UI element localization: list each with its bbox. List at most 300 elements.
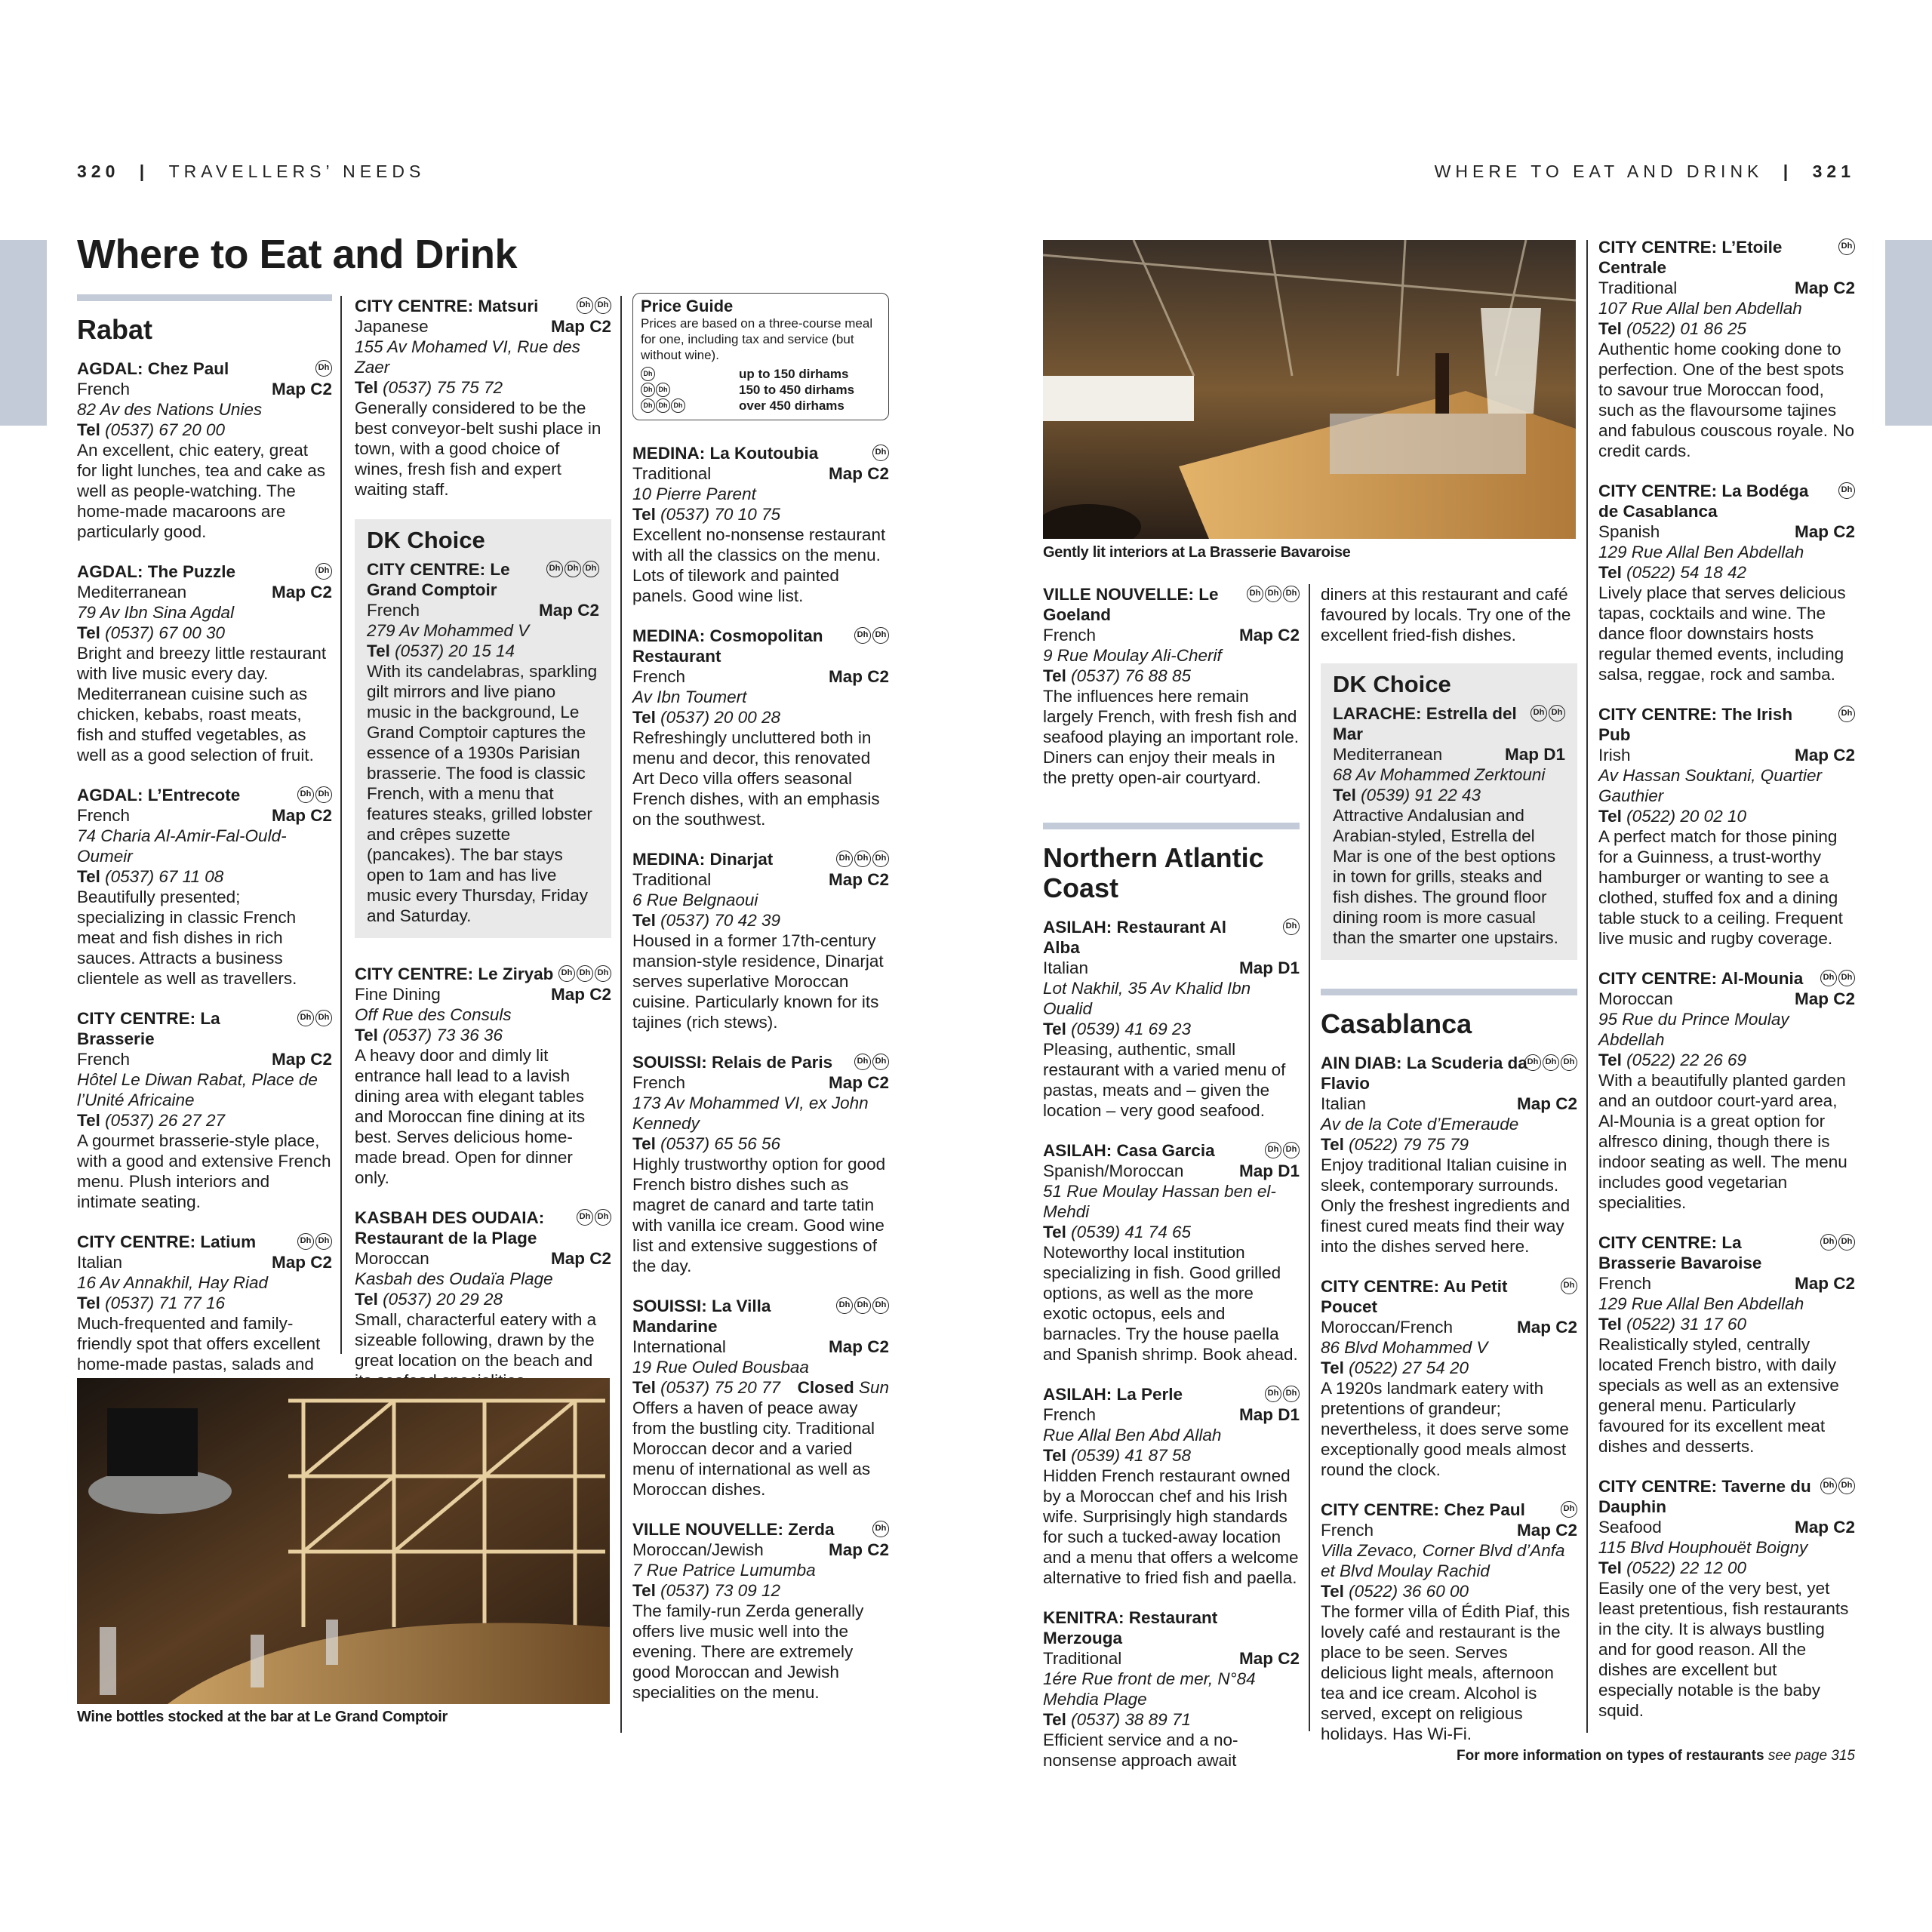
cuisine-type: Moroccan/Jewish	[632, 1540, 764, 1559]
telephone-line	[1043, 1222, 1191, 1242]
footer-note	[1457, 1748, 1855, 1764]
tel-number: (0522) 54 18 42	[1626, 563, 1746, 582]
restaurant-address: 155 Av Mohamed VI, Rue des Zaer	[355, 337, 580, 377]
map-reference: Map C2	[1794, 1274, 1855, 1293]
restaurant-name: CITY CENTRE: Matsuri Dh Dh	[355, 296, 611, 316]
restaurant-name: MEDINA: Cosmopolitan Restaurant Dh Dh	[632, 626, 889, 666]
telephone	[367, 641, 599, 661]
restaurant-name: SOUISSI: La Villa Mandarine Dh Dh Dh	[632, 1296, 889, 1337]
dirham-coin-icon: Dh	[641, 398, 655, 413]
cuisine-row	[355, 316, 611, 337]
restaurant-name: CITY CENTRE: Latium Dh Dh	[77, 1232, 332, 1252]
dirham-coin-icon: Dh	[872, 1054, 889, 1070]
restaurant-description: Noteworthy local institution specializing in fish. Good grilled options, as well as the more exotic octopus, eels and barnacles. Try the house paella and Spanish shrimp. Book ahead.	[1043, 1243, 1298, 1364]
dirham-coin-icon: Dh	[1283, 1142, 1300, 1158]
tel-number: (0537) 73 36 36	[383, 1026, 503, 1044]
restaurant-name: CITY CENTRE: La Bodéga de Casablanca Dh	[1598, 481, 1855, 521]
dirham-coin-icon: Dh	[1838, 1478, 1855, 1494]
left-page-number: 320	[77, 162, 120, 181]
restaurant-address: 115 Blvd Houphouët Boigny	[1598, 1538, 1808, 1557]
tel-label: Tel	[1598, 807, 1622, 826]
right-head-separator: |	[1783, 162, 1793, 181]
restaurant-description: Refreshingly uncluttered both in menu and decor, this renovated Art Deco villa offers seasonal French dishes, with an emphasis on the southwest.	[632, 728, 880, 829]
restaurant-address: Lot Nakhil, 35 Av Khalid Ibn Oualid	[1043, 979, 1251, 1018]
price-rating	[1265, 1142, 1300, 1158]
tel-label: Tel	[632, 505, 656, 524]
restaurant-entry	[77, 1232, 332, 1395]
restaurant-name: AGDAL: L’Entrecote Dh Dh	[77, 785, 332, 805]
column-3	[632, 293, 889, 1722]
dirham-coin-icon: Dh	[1838, 238, 1855, 255]
dirham-coin-icon: Dh	[577, 965, 593, 982]
tel-number: (0537) 75 20 77	[660, 1378, 780, 1397]
telephone	[632, 504, 889, 525]
restaurant-name: CITY CENTRE: Chez Paul Dh	[1321, 1500, 1577, 1520]
map-reference: Map C2	[828, 1337, 889, 1356]
dirham-coin-icon: Dh	[583, 561, 599, 577]
price-guide-text: Prices are based on a three-course meal for one, including tax and service (but without wine).	[641, 316, 873, 362]
tel-label: Tel	[1043, 666, 1066, 685]
restaurant-entry	[355, 296, 611, 500]
map-reference: Map C2	[550, 1249, 611, 1268]
price-rating	[854, 627, 889, 644]
closed-label: Closed	[797, 1378, 854, 1397]
dirham-coin-icon: Dh	[854, 1297, 871, 1314]
restaurant-description: Easily one of the very best, yet least pretentious, fish restaurants in the city. It is always bustling and for good reason. All the dishes are excellent but especially notable is the baby squid.	[1598, 1579, 1849, 1720]
price-rating	[836, 1297, 889, 1314]
restaurant-entry	[1598, 481, 1855, 685]
restaurant-entry	[632, 1052, 889, 1276]
dirham-coin-icon: Dh	[1838, 706, 1855, 722]
dirham-coin-icon: Dh	[297, 1233, 314, 1250]
telephone	[1043, 1445, 1300, 1466]
tel-label: Tel	[1321, 1358, 1344, 1377]
tel-label: Tel	[77, 1294, 100, 1312]
telephone	[1333, 785, 1565, 805]
restaurant-entry	[1598, 237, 1855, 461]
region-heading-casablanca: Casablanca	[1321, 1008, 1472, 1039]
cuisine-type: French	[1598, 1274, 1652, 1293]
cuisine-type: Fine Dining	[355, 985, 441, 1004]
restaurant-entry	[1043, 1384, 1300, 1588]
cuisine-type: Japanese	[355, 317, 429, 336]
cuisine-type: International	[632, 1337, 726, 1356]
telephone-line	[1598, 806, 1746, 826]
restaurant-name: LARACHE: Estrella del Mar Dh Dh	[1333, 703, 1565, 744]
map-reference: Map C2	[271, 1050, 332, 1069]
telephone-line	[77, 866, 223, 887]
cuisine-row	[1043, 1161, 1300, 1181]
price-rating	[558, 965, 611, 982]
price-rating	[1820, 1234, 1855, 1251]
price-level-3: Dh Dh Dh over 450 dirhams	[641, 398, 881, 414]
dirham-coin-icon: Dh	[1247, 586, 1263, 602]
telephone	[355, 1289, 611, 1309]
map-reference: Map D1	[1504, 745, 1565, 764]
telephone-line	[1598, 562, 1746, 583]
cuisine-type: Spanish	[1598, 522, 1660, 541]
map-reference: Map C2	[271, 806, 332, 825]
cuisine-row	[632, 1337, 889, 1357]
dirham-coin-icon: Dh	[1524, 1054, 1541, 1071]
dirham-coin-icon: Dh	[565, 561, 581, 577]
dirham-coin-icon: Dh	[577, 297, 593, 314]
dirham-coin-icon: Dh	[595, 965, 611, 982]
cuisine-row	[77, 582, 332, 602]
telephone	[632, 1580, 889, 1601]
telephone	[1043, 666, 1300, 686]
column-rule	[620, 296, 622, 1733]
column-rule	[340, 296, 342, 1354]
restaurant-entry	[1333, 703, 1565, 948]
cuisine-type: French	[632, 667, 686, 686]
dirham-coin-icon: Dh	[1531, 705, 1547, 721]
tel-number: (0537) 38 89 71	[1071, 1710, 1191, 1729]
restaurant-description: A gourmet brasserie-style place, with a good and extensive French menu. Plush interiors and intimate seating.	[77, 1131, 331, 1211]
dirham-coin-icon: Dh	[1543, 1054, 1559, 1071]
region-heading-northern-atlantic-coast: Northern Atlantic Coast	[1043, 842, 1264, 903]
dirham-coin-icon: Dh	[1283, 918, 1300, 935]
cuisine-row	[1598, 989, 1855, 1009]
telephone-line	[77, 623, 225, 643]
tel-label: Tel	[1043, 1446, 1066, 1465]
map-reference: Map C2	[550, 985, 611, 1004]
restaurant-entry	[1598, 1232, 1855, 1457]
restaurant-name: CITY CENTRE: L’Etoile Centrale Dh	[1598, 237, 1855, 278]
dirham-coin-icon: Dh	[1283, 1386, 1300, 1402]
telephone	[1598, 1558, 1855, 1578]
tel-number: (0522) 22 26 69	[1626, 1051, 1746, 1069]
restaurant-address: 129 Rue Allal Ben Abdellah	[1598, 1294, 1804, 1313]
tel-number: (0522) 01 86 25	[1626, 319, 1746, 338]
cuisine-type: Italian	[1043, 958, 1089, 977]
dirham-coin-icon: Dh	[1838, 1234, 1855, 1251]
restaurant-address: 68 Av Mohammed Zerktouni	[1333, 765, 1546, 784]
cuisine-row	[355, 1248, 611, 1269]
dirham-coin-icon: Dh	[671, 398, 685, 413]
cuisine-type: Moroccan/French	[1321, 1318, 1454, 1337]
restaurant-entry	[1321, 1053, 1577, 1257]
cuisine-type: Spanish/Moroccan	[1043, 1161, 1184, 1180]
right-thumb-tab	[1885, 240, 1932, 426]
dirham-coin-icon: Dh	[1820, 1478, 1837, 1494]
price-rating	[1820, 1478, 1855, 1494]
cuisine-row	[1043, 1404, 1300, 1425]
telephone	[632, 1377, 889, 1398]
restaurant-entry	[77, 358, 332, 542]
cuisine-row	[1043, 625, 1300, 645]
cuisine-type: Mediterranean	[1333, 745, 1443, 764]
dirham-coin-icon: Dh	[595, 297, 611, 314]
restaurant-name: VILLE NOUVELLE: Zerda Dh	[632, 1519, 889, 1540]
restaurant-address: 279 Av Mohammed V	[367, 621, 530, 640]
tel-label: Tel	[632, 911, 656, 930]
restaurant-name: AGDAL: The Puzzle Dh	[77, 561, 332, 582]
restaurant-entry	[1598, 1476, 1855, 1721]
photo-caption-right: Gently lit interiors at La Brasserie Bavaroise	[1043, 544, 1351, 561]
restaurant-description: A perfect match for those pining for a Guinness, a trust-worthy hamburger or wanting to see a clothed, stuffed fox and a dining table stuck to a ceiling. Frequent live music and rugby coverage.	[1598, 827, 1843, 948]
restaurant-name: ASILAH: La Perle Dh Dh	[1043, 1384, 1300, 1404]
tel-label: Tel	[1321, 1135, 1344, 1154]
region-divider	[1043, 823, 1300, 829]
dirham-coin-icon: Dh	[854, 851, 871, 867]
tel-number: (0537) 65 56 56	[660, 1134, 780, 1153]
dirham-coin-icon: Dh	[1561, 1054, 1577, 1071]
telephone-line	[77, 1110, 225, 1131]
restaurant-description: A 1920s landmark eatery with pretentions of grandeur; nevertheless, it does serve some exceptionally good meals almost round the clock.	[1321, 1379, 1569, 1479]
cuisine-type: Italian	[1321, 1094, 1367, 1113]
restaurant-name: CITY CENTRE: La Brasserie Bavaroise Dh Dh	[1598, 1232, 1855, 1273]
tel-number: (0537) 20 29 28	[383, 1290, 503, 1309]
tel-label: Tel	[77, 1111, 100, 1130]
telephone-line	[632, 504, 780, 525]
telephone-line	[77, 1293, 225, 1313]
price-rating	[854, 1054, 889, 1070]
dk-choice-box	[355, 519, 611, 938]
restaurant-entry	[632, 626, 889, 829]
map-reference: Map C2	[538, 601, 599, 620]
restaurant-name: CITY CENTRE: La Brasserie Dh Dh	[77, 1008, 332, 1049]
tel-label: Tel	[1598, 1315, 1622, 1334]
restaurant-address: Hôtel Le Diwan Rabat, Place de l’Unité Africaine	[77, 1070, 318, 1109]
tel-label: Tel	[1321, 1582, 1344, 1601]
restaurant-name: KASBAH DES OUDAIA: Restaurant de la Plage Dh Dh	[355, 1208, 611, 1248]
footer-text: For more information on types of restaurants	[1457, 1748, 1764, 1764]
restaurant-address: Off Rue des Consuls	[355, 1005, 512, 1024]
map-reference: Map D1	[1238, 1405, 1300, 1424]
map-reference: Map C2	[271, 1253, 332, 1272]
price-rating	[872, 445, 889, 461]
brasserie-interior-photo	[1043, 240, 1576, 539]
telephone	[77, 1293, 332, 1313]
tel-number: (0522) 27 54 20	[1349, 1358, 1469, 1377]
column-2	[355, 296, 611, 1411]
map-reference: Map C2	[1238, 1649, 1300, 1668]
dirham-coin-icon: Dh	[1549, 705, 1565, 721]
restaurant-entry	[1598, 968, 1855, 1213]
tel-number: (0539) 41 69 23	[1071, 1020, 1191, 1038]
column-5	[1321, 584, 1577, 1764]
map-reference: Map C2	[1794, 989, 1855, 1008]
dirham-coin-icon: Dh	[1838, 482, 1855, 499]
restaurant-name: CITY CENTRE: Taverne du Dauphin Dh Dh	[1598, 1476, 1855, 1517]
restaurant-address: 6 Rue Belgnaoui	[632, 891, 758, 909]
tel-number: (0537) 70 42 39	[660, 911, 780, 930]
price-level-2: Dh Dh 150 to 450 dirhams	[641, 382, 881, 398]
restaurant-name: CITY CENTRE: The Irish Pub Dh	[1598, 704, 1855, 745]
tel-number: (0537) 67 11 08	[105, 867, 224, 886]
telephone-line	[1598, 1050, 1746, 1070]
tel-number: (0522) 36 60 00	[1349, 1582, 1469, 1601]
telephone	[1598, 318, 1855, 339]
map-reference: Map D1	[1238, 958, 1300, 977]
cuisine-type: Traditional	[632, 870, 712, 889]
telephone-line	[1598, 1558, 1746, 1578]
left-running-head	[77, 162, 425, 182]
telephone	[632, 910, 889, 931]
dk-choice-box	[1321, 663, 1577, 960]
cuisine-row	[77, 1252, 332, 1272]
price-rating	[1524, 1054, 1577, 1071]
restaurant-entry	[1043, 917, 1300, 1121]
telephone	[1321, 1581, 1577, 1601]
tel-number: (0522) 31 17 60	[1626, 1315, 1746, 1334]
tel-label: Tel	[1043, 1223, 1066, 1241]
map-reference: Map C2	[1794, 1518, 1855, 1537]
footer-page-ref: see page 315	[1767, 1748, 1855, 1764]
restaurant-entry	[367, 559, 599, 926]
map-reference: Map C2	[1238, 626, 1300, 645]
map-reference: Map C2	[1516, 1521, 1577, 1540]
tel-number: (0537) 71 77 16	[105, 1294, 225, 1312]
telephone-line	[1321, 1134, 1469, 1155]
restaurant-address: 82 Av des Nations Unies	[77, 400, 263, 419]
restaurant-entry	[1598, 704, 1855, 949]
tel-label: Tel	[1043, 1020, 1066, 1038]
restaurant-address: Av Hassan Souktani, Quartier Gauthier	[1598, 766, 1822, 805]
tel-number: (0537) 76 88 85	[1071, 666, 1191, 685]
map-reference: Map C2	[828, 870, 889, 889]
dirham-coin-icon: Dh	[854, 1054, 871, 1070]
dirham-coin-icon: Dh	[872, 851, 889, 867]
cuisine-row	[632, 1540, 889, 1560]
left-section-title: TRAVELLERS’ NEEDS	[168, 162, 426, 181]
telephone	[1043, 1019, 1300, 1039]
restaurant-name: ASILAH: Casa Garcia Dh Dh	[1043, 1140, 1300, 1161]
restaurant-address: Av de la Cote d’Emeraude	[1321, 1115, 1519, 1134]
telephone	[355, 377, 611, 398]
restaurant-address: 129 Rue Allal Ben Abdellah	[1598, 543, 1804, 561]
dirham-coin-icon: Dh	[641, 367, 655, 381]
restaurant-name: CITY CENTRE: Au Petit Poucet Dh	[1321, 1276, 1577, 1317]
telephone	[1598, 562, 1855, 583]
restaurant-description: Lively place that serves delicious tapas, cocktails and wine. The dance floor downstairs hosts regular themed events, including salsa, reggae, rock and samba.	[1598, 583, 1846, 684]
map-reference: Map C2	[1794, 746, 1855, 764]
restaurant-description: Small, characterful eatery with a sizeable following, drawn by the great location on the beach and	[355, 1310, 597, 1370]
restaurant-address: 10 Pierre Parent	[632, 485, 756, 503]
dirham-coin-icon: Dh	[297, 786, 314, 803]
telephone	[355, 1025, 611, 1045]
tel-number: (0537) 20 00 28	[660, 708, 780, 727]
restaurant-description: Realistically styled, centrally located French bistro, with daily specials as well as an extensive general menu. Particularly favoured for its excellent meat dishes and desserts.	[1598, 1335, 1839, 1456]
cuisine-type: Italian	[77, 1253, 123, 1272]
price-rating	[577, 1209, 611, 1226]
left-thumb-tab	[0, 240, 47, 426]
telephone-line	[632, 910, 780, 931]
price-rating	[872, 1521, 889, 1537]
restaurant-address: 107 Rue Allal ben Abdellah	[1598, 299, 1802, 318]
telephone-line	[1043, 1445, 1191, 1466]
tel-number: (0537) 75 75 72	[383, 378, 503, 397]
telephone	[77, 420, 332, 440]
dirham-coin-icon: Dh	[1265, 586, 1281, 602]
restaurant-entry	[355, 1208, 611, 1391]
restaurant-description: Authentic home cooking done to perfection. One of the best spots to savour true Moroccan food, such as the flavoursome tajines and fabulous couscous royale. No credit cards.	[1598, 340, 1854, 460]
cuisine-type: French	[77, 380, 131, 398]
photo-caption-left: Wine bottles stocked at the bar at Le Grand Comptoir	[77, 1709, 448, 1725]
restaurant-address: Rue Allal Ben Abd Allah	[1043, 1426, 1222, 1444]
region-divider	[77, 294, 332, 301]
restaurant-address: 86 Blvd Mohammed V	[1321, 1338, 1488, 1357]
restaurant-address: 74 Charia Al-Amir-Fal-Ould-Oumeir	[77, 826, 287, 866]
map-reference: Map C2	[1794, 278, 1855, 297]
dirham-coin-icon: Dh	[836, 851, 853, 867]
map-reference: Map C2	[1516, 1094, 1577, 1113]
telephone-line	[355, 1025, 503, 1045]
wine-bar-photo	[77, 1378, 610, 1704]
restaurant-address: 9 Rue Moulay Ali-Cherif	[1043, 646, 1222, 665]
cuisine-type: Traditional	[632, 464, 712, 483]
column-1	[77, 294, 332, 1414]
tel-label: Tel	[632, 1581, 656, 1600]
restaurant-description: An excellent, chic eatery, great for light lunches, tea and cake as well as people-watching. The home-made macaroons are particularly good.	[77, 441, 325, 541]
cuisine-row	[1598, 1273, 1855, 1294]
cuisine-row	[1598, 1517, 1855, 1537]
tel-label: Tel	[367, 641, 390, 660]
restaurant-entry	[355, 964, 611, 1188]
restaurant-address: 79 Av Ibn Sina Agdal	[77, 603, 235, 622]
cuisine-type: French	[367, 601, 420, 620]
restaurant-entry	[632, 1519, 889, 1703]
tel-number: (0537) 26 27 27	[105, 1111, 225, 1130]
telephone	[1321, 1358, 1577, 1378]
right-running-head	[1435, 162, 1855, 182]
tel-label: Tel	[632, 1378, 656, 1397]
tel-label: Tel	[1333, 786, 1356, 804]
dirham-coin-icon: Dh	[1561, 1278, 1577, 1294]
dirham-coin-icon: Dh	[1820, 970, 1837, 986]
page-title: Where to Eat and Drink	[77, 232, 518, 277]
telephone-line	[1321, 1358, 1469, 1378]
restaurant-address: 1ére Rue front de mer, N°84 Mehdia Plage	[1043, 1669, 1256, 1709]
price-rating	[546, 561, 599, 577]
tel-number: (0537) 67 00 30	[105, 623, 225, 642]
map-reference: Map D1	[1238, 1161, 1300, 1180]
restaurant-name: VILLE NOUVELLE: Le Goeland Dh Dh Dh	[1043, 584, 1300, 625]
map-reference: Map C2	[828, 1540, 889, 1559]
restaurant-entry	[632, 849, 889, 1032]
cuisine-row	[632, 869, 889, 890]
cuisine-row	[1321, 1094, 1577, 1114]
restaurant-name: CITY CENTRE: Le Ziryab Dh Dh Dh	[355, 964, 611, 984]
telephone-line	[1321, 1581, 1469, 1601]
price-guide-box	[632, 293, 889, 420]
closed-days	[798, 1377, 889, 1398]
dirham-coin-icon: Dh	[872, 1297, 889, 1314]
tel-number: (0539) 91 22 43	[1361, 786, 1481, 804]
column-4	[1043, 584, 1300, 1790]
cuisine-row	[355, 984, 611, 1004]
telephone	[77, 866, 332, 887]
restaurant-name: CITY CENTRE: Al-Mounia Dh Dh	[1598, 968, 1855, 989]
restaurant-description: Generally considered to be the best conveyor-belt sushi place in town, with a good choice of wines, fresh fish and expert waiting staff.	[355, 398, 601, 499]
dirham-coin-icon: Dh	[315, 1010, 332, 1026]
telephone-line	[632, 707, 780, 728]
restaurant-description: Enjoy traditional Italian cuisine in sleek, contemporary surrounds. Only the freshest ingredients and finest cured meats find their way into the dishes served here.	[1321, 1155, 1571, 1256]
telephone-line	[1333, 785, 1481, 805]
dirham-coin-icon: Dh	[872, 1521, 889, 1537]
region-heading-rabat: Rabat	[77, 314, 153, 345]
dirham-coin-icon: Dh	[1820, 1234, 1837, 1251]
cuisine-row	[77, 805, 332, 826]
price-guide-title: Price Guide	[641, 297, 734, 315]
restaurant-address: Av Ibn Toumert	[632, 688, 747, 706]
restaurant-entry	[632, 443, 889, 606]
cuisine-type: French	[632, 1073, 686, 1092]
tel-number: (0522) 20 02 10	[1626, 807, 1746, 826]
tel-number: (0522) 79 75 79	[1349, 1135, 1469, 1154]
restaurant-description: The influences here remain largely French, with fresh fish and seafood playing an important role. Diners can enjoy their meals in the pretty open-air courtyard.	[1043, 687, 1299, 787]
